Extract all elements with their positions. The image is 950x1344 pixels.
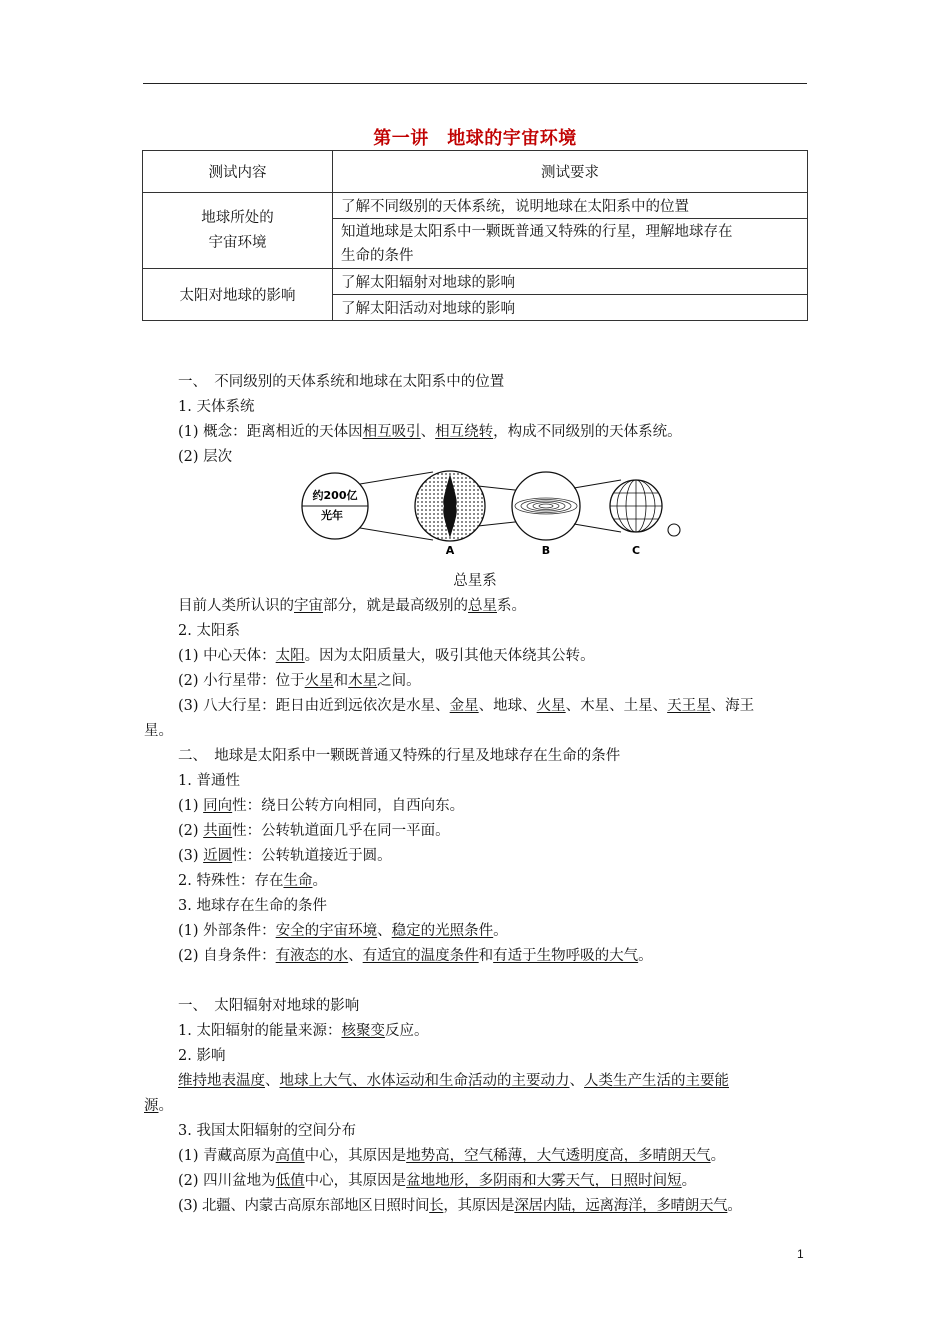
paragraph: (1) 概念：距离相近的天体因相互吸引、相互绕转，构成不同级别的天体系统。 bbox=[178, 424, 682, 440]
requirements-table bbox=[142, 150, 808, 321]
requirement-line: 知道地球是太阳系中一颗既普通又特殊的行星，理解地球存在 bbox=[341, 223, 733, 240]
requirement-cell bbox=[333, 219, 808, 269]
table-row bbox=[143, 193, 808, 219]
diagram-caption: 总星系 bbox=[453, 573, 497, 589]
topic-cosmic-environment bbox=[143, 193, 333, 269]
paragraph: (3) 八大行星：距日由近到远依次是水星、金星、地球、火星、木星、土星、天王星、海王 bbox=[178, 698, 755, 714]
paragraph: (3) 近圆性：公转轨道接近于圆。 bbox=[178, 848, 392, 864]
distance-label: 光年 bbox=[321, 509, 343, 522]
section-heading: 二、 地球是太阳系中一颗既普通又特殊的行星及地球存在生命的条件 bbox=[178, 748, 621, 764]
solar-system-circle-b bbox=[512, 472, 580, 540]
header-content: 测试内容 bbox=[143, 151, 333, 193]
subheading: 2. 太阳系 bbox=[178, 623, 240, 639]
paragraph: (2) 共面性：公转轨道面几乎在同一平面。 bbox=[178, 823, 450, 839]
subheading: 1. 普通性 bbox=[178, 773, 240, 789]
distance-label: 约200亿 bbox=[312, 489, 358, 502]
projection-line bbox=[360, 472, 433, 484]
section-heading: 一、 不同级别的天体系统和地球在太阳系中的位置 bbox=[178, 374, 505, 390]
label-a: A bbox=[445, 544, 455, 557]
projection-line bbox=[360, 528, 433, 540]
paragraph: (2) 四川盆地为低值中心，其原因是盆地地形，多阴雨和大雾天气，日照时间短。 bbox=[178, 1173, 697, 1189]
paragraph-continuation: 星。 bbox=[144, 723, 173, 739]
requirement-cell: 了解太阳辐射对地球的影响 bbox=[333, 269, 808, 295]
paragraph: 1. 太阳辐射的能量来源：核聚变反应。 bbox=[178, 1023, 429, 1039]
subheading: 2. 影响 bbox=[178, 1048, 226, 1064]
paragraph-continuation: 源。 bbox=[144, 1098, 173, 1114]
paragraph: (1) 外部条件：安全的宇宙环境、稳定的光照条件。 bbox=[178, 923, 508, 939]
page-number: 1 bbox=[797, 1247, 804, 1261]
paragraph: 维持地表温度、地球上大气、水体运动和生命活动的主要动力、人类生产生活的主要能 bbox=[178, 1073, 729, 1089]
projection-line bbox=[574, 480, 621, 488]
subheading: 1. 天体系统 bbox=[178, 399, 255, 415]
paragraph: (1) 青藏高原为高值中心，其原因是地势高，空气稀薄，大气透明度高，多晴朗天气。 bbox=[178, 1148, 726, 1164]
paragraph: (1) 同向性：绕日公转方向相同，自西向东。 bbox=[178, 798, 465, 814]
moon-circle bbox=[668, 524, 680, 536]
requirement-line: 生命的条件 bbox=[341, 247, 414, 264]
paragraph: (3) 北疆、内蒙古高原东部地区日照时间长，其原因是深居内陆，远离海洋，多晴朗天气。 bbox=[178, 1198, 742, 1214]
table-header-row bbox=[143, 151, 808, 193]
header-requirement: 测试要求 bbox=[333, 151, 808, 193]
section-heading: 一、 太阳辐射对地球的影响 bbox=[178, 998, 360, 1014]
label-b: B bbox=[541, 544, 551, 557]
projection-line bbox=[574, 524, 621, 532]
topic-sun-influence: 太阳对地球的影响 bbox=[143, 269, 333, 321]
topic-line: 宇宙环境 bbox=[208, 234, 267, 251]
subheading: 3. 地球存在生命的条件 bbox=[178, 898, 327, 914]
paragraph: (2) 小行星带：位于火星和木星之间。 bbox=[178, 673, 421, 689]
paragraph: (2) 层次 bbox=[178, 449, 233, 465]
paragraph: 2. 特殊性：存在生命。 bbox=[178, 873, 327, 889]
table-row bbox=[143, 269, 808, 295]
label-c: C bbox=[631, 544, 641, 557]
topic-line: 地球所处的 bbox=[201, 209, 274, 226]
header-rule bbox=[143, 83, 807, 84]
paragraph: 目前人类所认识的宇宙部分，就是最高级别的总星系。 bbox=[178, 598, 526, 614]
celestial-hierarchy-diagram bbox=[300, 468, 685, 560]
page-title: 第一讲 地球的宇宙环境 bbox=[373, 128, 577, 149]
subheading: 3. 我国太阳辐射的空间分布 bbox=[178, 1123, 356, 1139]
requirement-cell: 了解不同级别的天体系统，说明地球在太阳系中的位置 bbox=[333, 193, 808, 219]
paragraph: (2) 自身条件：有液态的水、有适宜的温度条件和有适于生物呼吸的大气。 bbox=[178, 948, 653, 964]
paragraph: (1) 中心天体：太阳。因为太阳质量大，吸引其他天体绕其公转。 bbox=[178, 648, 595, 664]
requirement-cell: 了解太阳活动对地球的影响 bbox=[333, 295, 808, 321]
